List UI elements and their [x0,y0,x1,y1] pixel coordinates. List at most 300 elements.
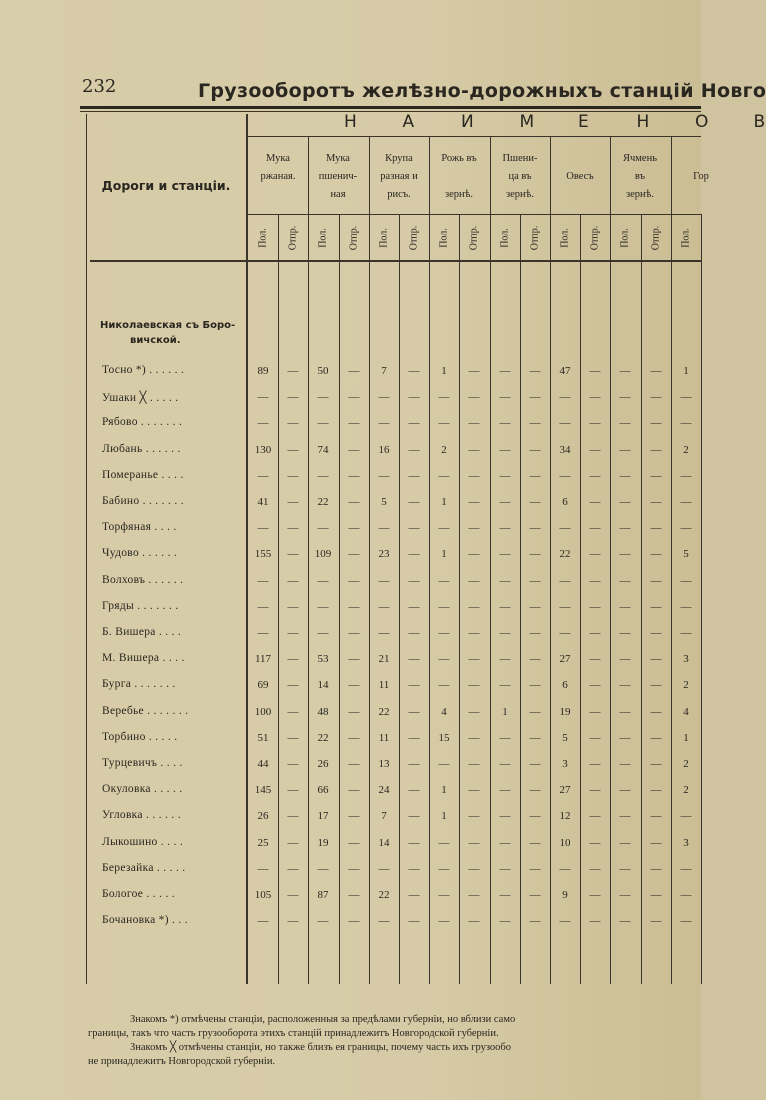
table-cell: — [468,601,480,613]
table-cell: — [589,810,601,822]
sub-column-header [580,218,610,258]
table-cell: — [589,837,601,849]
table-cell: — [317,915,329,927]
station-name: Волховъ . . . . . . [102,574,184,586]
group-header-line: зернѣ. [444,189,473,200]
group-header-line [671,186,731,204]
banner-letter: М [519,112,536,132]
table-cell: — [529,575,541,587]
table-cell: — [650,444,662,456]
sub-column-label: Отпр. [650,225,662,251]
table-cell: 12 [559,810,571,822]
table-cell: — [619,732,631,744]
table-cell: — [619,863,631,875]
table-cell: — [408,417,420,429]
sub-column-header [671,218,701,258]
group-header-line: ная [330,189,346,200]
table-cell: — [619,758,631,770]
table-cell: — [619,496,631,508]
table-row [0,757,701,777]
table-cell: — [529,758,541,770]
sub-column-header [308,218,338,258]
table-cell: — [348,391,360,403]
table-cell: — [589,417,601,429]
table-cell: 17 [317,810,329,822]
table-cell: — [408,679,420,691]
table-cell: — [468,837,480,849]
table-cell: — [589,784,601,796]
table-cell: — [348,444,360,456]
table-cell: — [499,417,511,429]
table-cell: — [529,784,541,796]
table-cell: — [468,627,480,639]
table-cell: — [348,837,360,849]
table-cell: — [499,601,511,613]
table-cell: 22 [378,889,390,901]
table-cell: — [619,417,631,429]
table-cell: — [680,391,692,403]
table-cell: — [680,863,692,875]
table-cell: — [499,810,511,822]
table-cell: — [257,391,269,403]
table-cell: — [619,679,631,691]
sub-column-label: Отпр. [408,225,420,251]
table-cell: — [408,522,420,534]
table-cell: 1 [502,706,508,718]
station-name: Померанье . . . . [102,469,184,481]
table-cell: — [287,522,299,534]
table-cell: — [257,575,269,587]
table-cell: — [589,365,601,377]
table-cell: 1 [683,732,689,744]
commodity-group-header [490,150,550,204]
table-cell: — [529,548,541,560]
table-cell: 53 [317,653,329,665]
table-cell: — [348,784,360,796]
sub-column-label: Отпр. [287,225,299,251]
table-cell: 7 [381,365,387,377]
group-header-line: въ [634,171,646,182]
table-cell: — [680,496,692,508]
group-header-line [671,150,731,168]
table-cell: 22 [317,732,329,744]
table-cell: 19 [559,706,571,718]
station-name: Окуловка . . . . . [102,783,183,795]
table-cell: — [348,417,360,429]
table-cell: 5 [683,548,689,560]
table-cell: — [559,522,571,534]
table-cell: 2 [683,784,689,796]
table-cell: 4 [683,706,689,718]
table-cell: 22 [317,496,329,508]
table-cell: — [529,706,541,718]
table-row [0,705,701,725]
table-row [0,390,701,410]
table-cell: — [287,784,299,796]
table-cell: — [619,810,631,822]
table-cell: — [619,365,631,377]
table-cell: — [589,548,601,560]
station-name: Любань . . . . . . [102,443,181,455]
table-cell: — [287,837,299,849]
table-cell: — [529,679,541,691]
sub-column-header [339,218,369,258]
table-cell: — [378,863,390,875]
table-cell: — [287,575,299,587]
table-cell: — [650,470,662,482]
table-cell: — [650,889,662,901]
table-cell: — [650,837,662,849]
table-cell: — [408,784,420,796]
table-cell: — [650,601,662,613]
table-cell: 87 [317,889,329,901]
footnote-line: границы, такъ что часть грузооборота этихъ станцій принадлежитъ Новгородской губерніи. [88,1028,499,1039]
table-cell: — [468,758,480,770]
table-cell: — [619,627,631,639]
table-cell: — [287,679,299,691]
table-cell: — [559,601,571,613]
table-cell: 24 [378,784,390,796]
table-cell: — [257,470,269,482]
footnotes [88,1013,701,1069]
table-cell: — [317,417,329,429]
table-cell: — [650,863,662,875]
commodity-group-header [429,150,489,204]
table-cell: — [408,889,420,901]
station-name: Торбино . . . . . [102,731,178,743]
table-cell: — [650,522,662,534]
table-cell: — [317,863,329,875]
table-cell: — [499,470,511,482]
table-cell: — [438,627,450,639]
table-cell: — [468,732,480,744]
table-cell: 6 [562,679,568,691]
sub-column-label: Пол. [559,228,571,248]
table-cell: — [589,601,601,613]
sub-column-header [490,218,520,258]
group-header-line: рисъ. [387,189,411,200]
table-row [0,678,701,698]
table-cell: — [438,522,450,534]
table-cell: — [287,627,299,639]
table-cell: — [499,653,511,665]
table-row [0,443,701,463]
table-cell: 47 [559,365,571,377]
table-cell: — [589,679,601,691]
table-cell: 11 [378,679,390,691]
table-cell: 48 [317,706,329,718]
table-cell: — [619,706,631,718]
table-cell: — [499,444,511,456]
commodity-group-header [550,150,610,204]
table-cell: — [680,915,692,927]
table-cell: — [408,732,420,744]
table-row [0,652,701,672]
table-cell: — [529,496,541,508]
table-cell: — [650,496,662,508]
table-row [0,469,701,489]
table-cell: — [559,627,571,639]
table-cell: — [529,810,541,822]
table-cell: — [529,915,541,927]
table-cell: 1 [441,548,447,560]
station-name: Рябово . . . . . . . [102,416,183,428]
table-cell: — [287,496,299,508]
table-cell: 105 [254,889,272,901]
table-cell: — [468,889,480,901]
table-cell: — [408,758,420,770]
table-cell: — [468,417,480,429]
station-name: Б. Вишера . . . . [102,626,182,638]
table-cell: — [257,522,269,534]
table-cell: — [468,391,480,403]
table-cell: — [408,444,420,456]
table-cell: — [650,365,662,377]
table-cell: 145 [254,784,272,796]
table-cell: 3 [562,758,568,770]
table-row [0,574,701,594]
table-cell: — [348,627,360,639]
table-cell: 25 [257,837,269,849]
group-header-line [429,168,489,186]
table-cell: — [468,470,480,482]
table-cell: — [619,391,631,403]
footnote-line: не принадлежитъ Новгородской губерніи. [88,1056,276,1067]
table-cell: — [589,653,601,665]
table-cell: — [499,627,511,639]
table-cell: — [499,496,511,508]
table-row [0,495,701,515]
sub-column-header [399,218,429,258]
table-cell: — [348,365,360,377]
table-cell: — [438,470,450,482]
banner-letter: В [753,112,766,132]
banner-letter: Е [578,112,590,132]
table-cell: — [287,601,299,613]
sub-column-label: Пол. [619,228,631,248]
table-cell: — [499,522,511,534]
table-cell: — [287,417,299,429]
table-cell: — [559,863,571,875]
station-name: Угловка . . . . . . [102,809,181,821]
table-cell: 23 [378,548,390,560]
table-cell: — [257,915,269,927]
table-cell: — [650,758,662,770]
commodity-banner [248,112,766,134]
table-row [0,364,701,384]
table-cell: — [317,522,329,534]
table-cell: — [287,470,299,482]
sub-column-header [369,218,399,258]
table-cell: — [589,863,601,875]
table-cell: — [408,365,420,377]
table-cell: — [348,548,360,560]
table-cell: 6 [562,496,568,508]
table-cell: — [589,575,601,587]
table-cell: 15 [438,732,450,744]
table-cell: — [650,575,662,587]
table-cell: — [468,575,480,587]
table-cell: 2 [683,679,689,691]
table-cell: — [348,810,360,822]
table-cell: — [529,601,541,613]
table-cell: — [589,915,601,927]
table-cell: — [438,575,450,587]
table-cell: — [589,706,601,718]
table-cell: — [378,915,390,927]
table-row [0,416,701,436]
table-row [0,547,701,567]
table-cell: — [529,863,541,875]
commodity-group-header [610,150,670,204]
table-row [0,600,701,620]
table-cell: — [468,444,480,456]
sub-column-header [641,218,671,258]
table-cell: — [589,391,601,403]
table-cell: — [650,810,662,822]
table-cell: — [468,915,480,927]
table-cell: — [559,575,571,587]
table-cell: — [408,575,420,587]
table-cell: 5 [381,496,387,508]
table-cell: — [257,601,269,613]
table-cell: 14 [317,679,329,691]
running-title: Грузооборотъ желѣзно-дорожныхъ станцій Новго [198,80,766,102]
table-cell: 50 [317,365,329,377]
station-name: Бочановка *) . . . [102,914,188,926]
table-cell: — [619,889,631,901]
commodity-group-header [369,150,429,204]
table-cell: 89 [257,365,269,377]
sub-column-header [278,218,308,258]
table-cell: — [529,837,541,849]
table-cell: 69 [257,679,269,691]
table-cell: — [619,837,631,849]
table-cell: — [499,575,511,587]
table-cell: — [499,915,511,927]
station-name: Березайка . . . . . [102,862,186,874]
table-cell: — [317,575,329,587]
group-header-line: Мука [326,153,350,164]
table-cell: — [287,889,299,901]
banner-letter: А [402,112,416,132]
table-cell: — [348,706,360,718]
table-cell: — [348,679,360,691]
table-cell: — [468,548,480,560]
table-cell: 155 [254,548,272,560]
table-cell: — [438,653,450,665]
sub-column-header [429,218,459,258]
banner-letter: О [695,112,710,132]
table-cell: — [619,470,631,482]
table-cell: — [287,758,299,770]
table-cell: 2 [683,444,689,456]
table-cell: — [468,863,480,875]
table-cell: — [468,496,480,508]
table-cell: 4 [441,706,447,718]
table-cell: — [408,810,420,822]
banner-letter: И [461,112,475,132]
table-cell: — [438,837,450,849]
sub-column-header [610,218,640,258]
table-cell: 117 [254,653,272,665]
table-cell: — [529,365,541,377]
sub-column-label: Пол. [680,228,692,248]
station-name: Бологое . . . . . [102,888,175,900]
table-cell: — [348,522,360,534]
table-cell: — [589,758,601,770]
table-row [0,626,701,646]
station-name: Лыкошино . . . . [102,836,183,848]
table-cell: — [348,575,360,587]
table-cell: — [378,601,390,613]
table-cell: — [499,889,511,901]
footnote-line: Знакомъ ╳ отмѣчены станціи, но также близъ ея границы, почему часть ихъ грузообо [130,1042,512,1053]
table-cell: — [378,417,390,429]
table-cell: — [287,548,299,560]
table-row [0,888,701,908]
table-cell: — [287,391,299,403]
table-cell: — [378,391,390,403]
table-cell: — [438,391,450,403]
table-cell: — [348,601,360,613]
table-cell: — [680,601,692,613]
group-header-line: зернѣ. [625,189,654,200]
table-cell: — [408,548,420,560]
table-cell: — [348,470,360,482]
table-cell: — [348,889,360,901]
table-row [0,731,701,751]
sub-column-header [248,218,278,258]
table-cell: — [680,889,692,901]
station-name: Веребье . . . . . . . [102,705,189,717]
commodity-group-header [248,150,308,186]
sub-column-label: Пол. [257,228,269,248]
station-name: М. Вишера . . . . [102,652,185,664]
table-cell: — [529,444,541,456]
table-cell: 2 [683,758,689,770]
table-cell: — [559,915,571,927]
table-cell: — [650,548,662,560]
table-cell: — [499,365,511,377]
table-cell: 34 [559,444,571,456]
table-cell: — [650,417,662,429]
section-title [100,318,235,348]
sub-column-label: Отпр. [348,225,360,251]
table-cell: — [348,863,360,875]
table-cell: — [650,915,662,927]
table-cell: — [408,863,420,875]
table-cell: — [257,417,269,429]
table-cell: 5 [562,732,568,744]
table-cell: 51 [257,732,269,744]
grid-line [248,136,701,137]
banner-letter: Н [344,112,358,132]
grid-line [701,214,702,984]
table-cell: — [619,784,631,796]
table-cell: — [650,706,662,718]
table-cell: 11 [378,732,390,744]
footnote-line: Знакомъ *) отмѣчены станціи, расположенныя за предѣлами губерніи, но вблизи само [130,1014,516,1025]
station-name: Гряды . . . . . . . [102,600,179,612]
table-cell: — [589,732,601,744]
table-cell: — [257,627,269,639]
table-cell: 19 [317,837,329,849]
sub-column-label: Пол. [378,228,390,248]
table-cell: — [559,391,571,403]
table-cell: — [680,810,692,822]
table-cell: — [499,758,511,770]
